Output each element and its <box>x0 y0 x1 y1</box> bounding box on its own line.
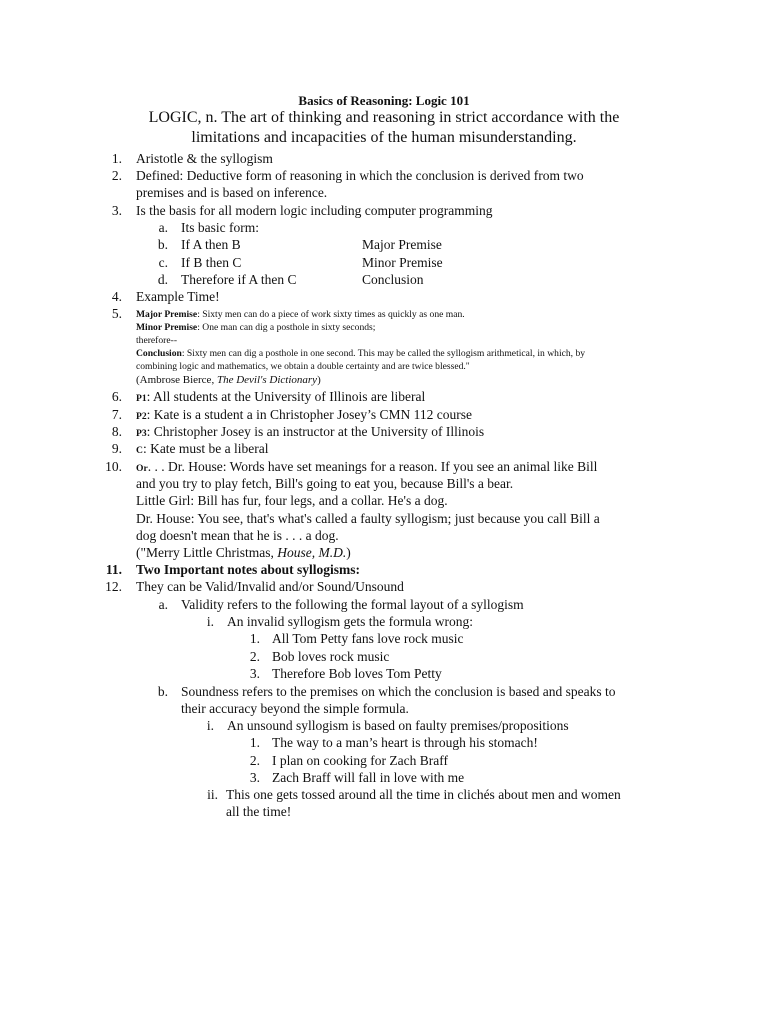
sub-item-continued: their accuracy beyond the simple formula. <box>181 701 409 716</box>
quote-therefore: therefore-- <box>136 335 178 346</box>
quote-major-premise: Major Premise: Sixty men can do a piece of work sixty times as quickly as one man. <box>136 309 465 320</box>
quote-source: (Ambrose Bierce, The Devil's Dictionary) <box>136 374 321 386</box>
dialogue-line: and you try to play fetch, Bill's going to eat you, because Bill's a bear. <box>136 476 514 491</box>
dialogue-line: Dr. House: You see, that's what's called a faulty syllogism; just because you call Bill a <box>136 511 600 526</box>
definition-line-2: limitations and incapacities of the human misunderstanding. <box>191 129 577 146</box>
doc-title: Basics of Reasoning: Logic 101 <box>298 93 470 108</box>
dialogue-line: Little Girl: Bill has fur, four legs, and a collar. He's a dog. <box>136 493 448 508</box>
quote-conclusion-continued: combining logic and mathematics, we obtain a double certainty and are twice blessed." <box>136 361 470 372</box>
definition-line-1: LOGIC, n. The art of thinking and reasoning in strict accordance with the <box>148 109 620 126</box>
sub-sub-item-continued: all the time! <box>226 804 292 819</box>
quote-minor-premise: Minor Premise: One man can dig a posthole in sixty seconds; <box>136 322 376 333</box>
dialogue-line: dog doesn't mean that he is . . . a dog. <box>136 528 339 543</box>
document-page: Basics of Reasoning: Logic 101 LOGIC, n. The art of thinking and reasoning in strict accordance with the limitations and incapacities of the human misunderstanding. 1. Aristotle & the syllogism 2. Defined: Deductive form of reasoning in which the conclusion is derived from two premises and is based on inference. 3. Is the basis for all modern logic including computer programming a. Its basic form: b. If A then B Major Premise c. If B then C Minor Premise d. Therefore if A then C Conclusion 4. Example Time! 5. Major Premise: Sixty men can do a piece of work sixty times as quickly as one man. Minor Premise: One man can dig a posthole in sixty seconds; therefore-- Conclusion: Sixty men can dig a posthole in one second. This may be called the syllogism arithmetical, in which, by combining logic and mathematics, we obtain a double certainty and are twice blessed." (Ambrose Bierce, The Devil's Dictionary) 6. P1: All students at the University of Illinois are liberal 7. P2: Kate is a student a in Christopher Josey’s CMN 112 course 8. P3: Christopher Josey is an instructor at the University of Illinois 9. C: Kate must be a liberal 10. Or. . . Dr. House: Words have set meanings for a reason. If you see an animal like Bill and you try to play fetch, Bill's going to eat you, because Bill's a bear. Little Girl: Bill has fur, four legs, and a collar. He's a dog. Dr. House: You see, that's what's called a faulty syllogism; just because you call Bill a dog doesn't mean that he is . . . a dog. ("Merry Little Christmas, House, M.D.) 11. Two Important notes about syllogisms: 12. They can be Valid/Invalid and/or Sound/Unsound a. Validity refers to the following the formal layout of a syllogism i. An invalid syllogism gets the formula wrong: 1. All Tom Petty fans love rock music 2. Bob loves rock music 3. Therefore Bob loves Tom Petty b. Soundness refers to the premises on which the conclusion is based and speaks to their accuracy beyond the simple formula. i. An unsound syllogism is based on faulty premises/propositions 1. The way to a man’s heart is through his stomach! 2. I plan on cooking for Zach Braff 3. Zach Braff will fall in love with me ii. This one gets tossed around all the time in clichés about men and women all the time! <box>0 0 768 1024</box>
list-item-continued: premises and is based on inference. <box>136 185 328 200</box>
quote-conclusion: Conclusion: Sixty men can dig a posthole in one second. This may be called the syllogism arithmetical, in which, by <box>136 348 586 359</box>
dialogue-source: ("Merry Little Christmas, House, M.D.) <box>136 545 351 560</box>
